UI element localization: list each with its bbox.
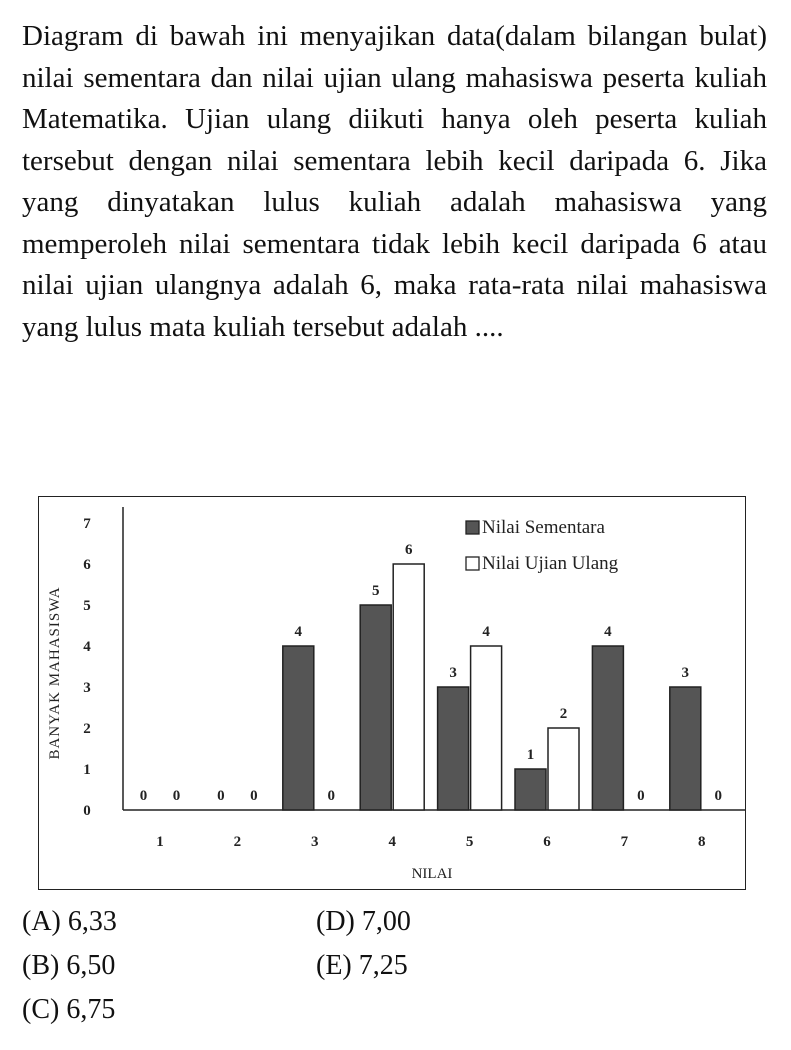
y-axis-label: BANYAK MAHASISWA <box>47 586 63 760</box>
x-tick-label: 5 <box>465 834 474 850</box>
x-tick-label: 4 <box>388 834 396 850</box>
legend-swatch <box>466 521 479 534</box>
x-tick-label: 6 <box>543 834 551 850</box>
data-label: 6 <box>404 542 413 558</box>
y-tick-label: 7 <box>83 516 91 532</box>
bar-chart <box>38 496 746 890</box>
question-text: Diagram di bawah ini menyajikan data(dalam bilangan bulat) nilai sementara dan nilai ujian ulang mahasiswa peserta kuliah Matematika. Ujian ulang diikuti hanya oleh peserta kuliah tersebut dengan nilai sementara lebih kecil daripada 6. Jika yang dinyatakan lulus kuliah adalah mahasiswa yang memperoleh nilai sementara tidak lebih kecil daripada 6 atau nilai ujian ulangnya adalah 6, maka rata-rata nilai mahasiswa yang lulus mata kuliah tersebut adalah .... <box>22 20 767 343</box>
y-tick-label: 4 <box>83 639 91 655</box>
bar-nilai-sementara <box>670 687 701 810</box>
data-label: 0 <box>637 788 645 804</box>
legend-label: Nilai Sementara <box>482 517 605 538</box>
bar-nilai-sementara <box>515 769 546 810</box>
chart-svg <box>39 497 747 891</box>
x-tick-label: 2 <box>233 834 242 850</box>
bar-nilai-ujian-ulang <box>471 646 502 810</box>
legend-swatch <box>466 557 479 570</box>
x-tick-label: 7 <box>620 834 629 850</box>
bar-nilai-ujian-ulang <box>548 728 579 810</box>
y-tick-label: 3 <box>83 680 91 696</box>
data-label: 0 <box>250 788 258 804</box>
y-tick-label: 1 <box>83 762 91 778</box>
bar-nilai-sementara <box>360 605 391 810</box>
y-tick-label: 0 <box>83 803 91 819</box>
data-label: 5 <box>371 583 380 599</box>
data-label: 1 <box>526 747 535 763</box>
data-label: 4 <box>294 624 303 640</box>
x-tick-label: 8 <box>698 834 706 850</box>
data-label: 4 <box>604 624 612 640</box>
data-label: 0 <box>217 788 225 804</box>
data-label: 3 <box>449 665 457 681</box>
data-label: 3 <box>681 665 690 681</box>
bar-nilai-ujian-ulang <box>393 564 424 810</box>
data-label: 0 <box>327 788 336 804</box>
y-tick-label: 6 <box>83 557 91 573</box>
bar-nilai-sementara <box>283 646 314 810</box>
y-tick-label: 2 <box>83 721 91 737</box>
choice-e[interactable]: (E) 7,25 <box>316 950 408 981</box>
choice-d[interactable]: (D) 7,00 <box>316 906 411 937</box>
y-tick-label: 5 <box>83 598 91 614</box>
choice-c[interactable]: (C) 6,75 <box>22 994 116 1025</box>
bar-nilai-sementara <box>592 646 623 810</box>
x-tick-label: 3 <box>311 834 319 850</box>
bar-nilai-sementara <box>438 687 469 810</box>
data-label: 0 <box>139 788 148 804</box>
choice-b[interactable]: (B) 6,50 <box>22 950 116 981</box>
legend-label: Nilai Ujian Ulang <box>482 553 619 574</box>
x-axis-label: NILAI <box>411 866 453 882</box>
data-label: 0 <box>172 788 181 804</box>
data-label: 0 <box>714 788 723 804</box>
data-label: 4 <box>482 624 490 640</box>
data-label: 2 <box>559 706 568 722</box>
choice-a[interactable]: (A) 6,33 <box>22 906 117 937</box>
x-tick-label: 1 <box>156 834 164 850</box>
